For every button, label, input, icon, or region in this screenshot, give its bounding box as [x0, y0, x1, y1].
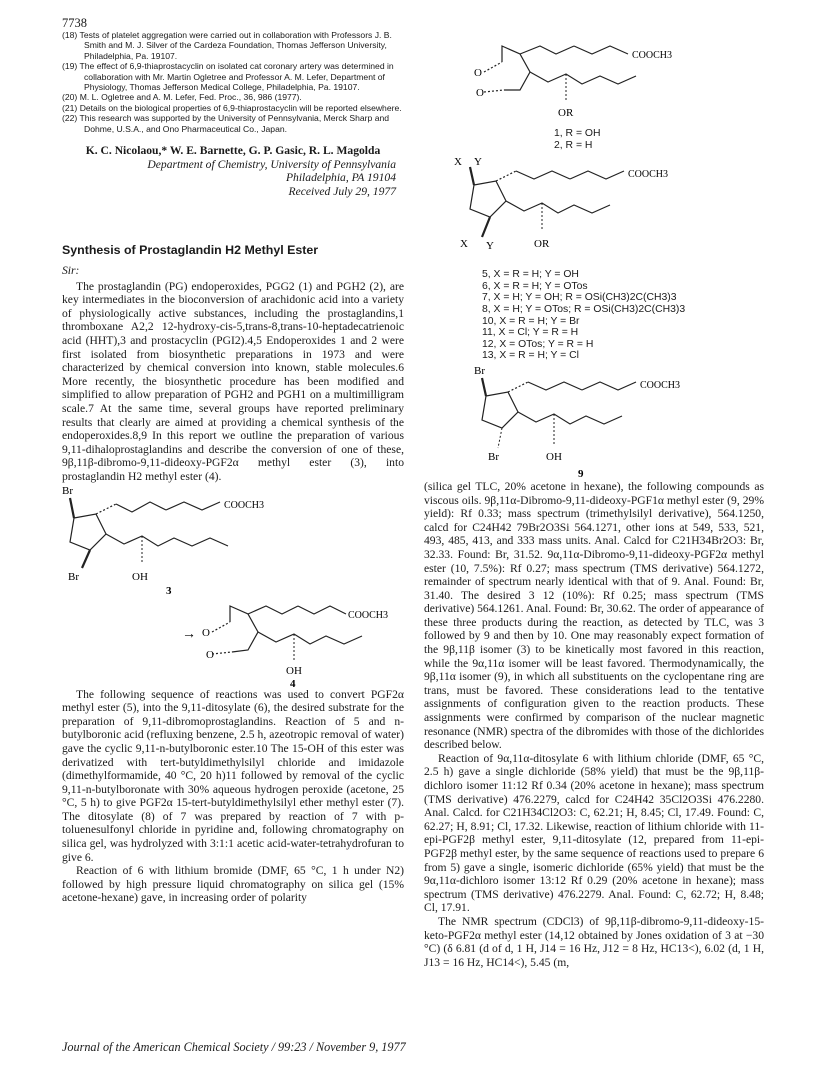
svg-text:Br: Br	[68, 570, 79, 583]
compound-label: 2, R = H	[554, 139, 593, 151]
svg-text:COOCH3: COOCH3	[632, 50, 673, 61]
author-list: K. C. Nicolaou,* W. E. Barnette, G. P. Gasic, R. L. Magolda	[85, 144, 381, 158]
nmr-paragraph: The NMR spectrum (CDCl3) of 9β,11β-dibromo-9,11-dideoxy-15-keto-PGF2α methyl ester (14,12 obtained by Jones oxidation of 3 at −30 °C) (δ 6.81 (d of d, 1 H, J14 = 16 Hz, J12 = 8 Hz, HC13<), 6.02 (d, 1 H, J13 = 16 Hz, HC14<), 5.45 (m,	[424, 914, 764, 969]
affiliation-city: Philadelphia, PA 19104	[285, 171, 396, 185]
svg-text:Y: Y	[474, 156, 482, 169]
reaction-paragraph: Reaction of 6 with lithium bromide (DMF, 65 °C, 1 h under N2) followed by high pressure liquid chromatography on silica gel (15% acetone-hexane) gave, in increasing order of polarity	[62, 864, 404, 905]
chloride-paragraph: Reaction of 9α,11α-ditosylate 6 with lithium chloride (DMF, 65 °C, 2.5 h) gave a single dichloride (58% yield) that must be the 9β,11β-dichloro isomer 11:12 Rf 0.34 (20% acetone in hexane); mass spectrum (TMS derivative) 476.2279, calcd for C24H42 35Cl2O3Si 476.2280. Anal. Calcd. for C21H34Cl2O3: C, 62.21; H, 8.45; Cl, 17.49. Found: C, 62.27; H, 8.91; Cl, 17.32. Likewise, reaction of lithium chloride with 11-epi-PGF2β methyl ester, 9,11-ditosylate (12, prepared from 11-epi-PGF2β methyl ester, by the same sequence of reactions used to prepare 6 from 5) gave a single, isomeric dichloride (65% yield) that must be the 9α,11α-dichloro isomer 13:12 Rf 0.29 (20% acetone in hexane); mass spectrum (TMS derivative) 476.2279. Anal. Found: C, 62.72; H, 8.48; Cl, 17.91.	[424, 751, 764, 915]
page-number: 7738	[62, 16, 87, 30]
compound-label: 7, X = H; Y = OH; R = OSi(CH3)2C(CH3)3	[482, 292, 677, 304]
structure-3	[62, 484, 404, 596]
compound-label: 1, R = OH	[554, 128, 601, 139]
compound-label: 11, X = Cl; Y = R = H	[482, 327, 579, 339]
svg-text:Br: Br	[62, 484, 73, 497]
svg-text:Br: Br	[488, 450, 499, 463]
reference-list	[62, 30, 404, 134]
compound-1-2-labels	[424, 128, 764, 151]
svg-text:COOCH3: COOCH3	[224, 499, 265, 511]
svg-text:X: X	[460, 238, 468, 251]
svg-text:COOCH3: COOCH3	[348, 609, 389, 621]
svg-text:COOCH3: COOCH3	[640, 379, 681, 391]
reference-item: (21) Details on the biological properties of 6,9-thiaprostacyclin will be reported elsewhere.	[62, 102, 402, 113]
svg-text:O: O	[474, 67, 482, 79]
salutation: Sir:	[62, 264, 80, 278]
reference-item: (18) Tests of platelet aggregation were carried out in collaboration with Professors J. B. Smith and M. J. Silver of the Cardeza Foundation, Thomas Jefferson University, Philadelphia, Pa. 19107.	[62, 30, 392, 61]
svg-text:3: 3	[166, 584, 172, 596]
svg-text:O: O	[202, 626, 210, 639]
right-column	[424, 28, 764, 969]
reference-item: (22) This research was supported by the University of Pennsylvania, Merck Sharp and Dohme, U.S.A., and Ono Pharmaceutical Co., Japan.	[62, 113, 390, 134]
compound-label: 6, X = R = H; Y = OTos	[482, 280, 588, 292]
svg-text:COOCH3: COOCH3	[628, 169, 669, 181]
compound-label: 12, X = OTos; Y = R = H	[482, 338, 594, 350]
structure-4	[62, 596, 404, 688]
reaction-continued-paragraph: (silica gel TLC, 20% acetone in hexane), the following compounds as viscous oils. 9β,11α-Dibromo-9,11-dideoxy-PGF1α methyl ester (9, 29% yield): Rf 0.33; mass spectrum (trimethylsilyl derivative), 564.1250, calcd for C24H42 79Br2O3Si 564.1271, other ions at 549, 533, 521, 493, 485, 413, and 333 mass units. Anal. Calcd for C21H34Br2O3: Br, 32.33. Found: Br, 31.52. 9α,11α-Dibromo-9,11-dideoxy-PGF2α methyl ester (10, 7.5%): Rf 0.27; mass spectrum (TMS derivative) 564.1272, remainder of spectrum nearly identical with that of 9. Anal. Found: Br, 31.40. The desired 3 12 (10%): Rf 0.25; mass spectrum (TMS derivative) 564.1261. Anal. Found: Br, 30.62. The order of appearance of these three products during the reaction, as detected by TLC, was 3 followed by 9 and then by 10. One may reasonably expect formation of the 9β,11β isomer (3) to be kinetically most favored in this reaction, while the 9α,11α isomer will be least favored. Thermodynamically, the 9β,11α isomer (9), in which all substituents on the cyclopentane ring are trans, must be favored. These considerations lead to the tentative assignments of configuration given to the reaction products. These assignments were confirmed by comparison of the nuclear magnetic resonance (NMR) spectra of the dibromides with those of the dichlorides described below.	[424, 479, 764, 752]
compound-label: 5, X = R = H; Y = OH	[482, 269, 579, 281]
svg-text:Y: Y	[486, 240, 494, 253]
svg-text:O: O	[476, 87, 484, 99]
compound-label: 8, X = H; Y = OTos; R = OSi(CH3)2C(CH3)3	[482, 303, 686, 315]
intro-paragraph: The prostaglandin (PG) endoperoxides, PGG2 (1) and PGH2 (2), are key intermediates in the bioconversion of arachidonic acid into a variety of physiologically active substances, including the prostaglandins,1 thromboxane A2,2 12-hydroxy-cis-5,trans-8,trans-10-heptadecatrienoic acid (HHT),3 and prostacyclin (PGI2).4,5 Endoperoxides 1 and 2 were first isolated from biosynthetic preparations in 1973 and were characterized by chemical conversion into known, stable molecules.6 More recently, the biosynthetic procedure has been modified and simplified to allow preparation of PGH2 and PGH1 on a multimilligram scale.7 At the same time, several groups have reported preliminary results that clearly are aimed at providing a chemical synthesis of the endoperoxides.8,9 In this report we outline the preparation of various 9,11-dihaloprostaglandins and describe the conversion of one of these, 9β,11β-dibromo-9,11-dideoxy-PGF2α methyl ester (3), into prostaglandin H2 methyl ester (4).	[62, 279, 404, 483]
svg-text:4: 4	[290, 677, 296, 688]
structure-9	[424, 362, 764, 480]
sequence-paragraph: The following sequence of reactions was used to convert PGF2α methyl ester (5), into the 9,11-ditosylate (6), the desired substrate for the preparation of 9,11-dibromoprostaglandins. Reaction of 5 and n-butylboronic acid (refluxing benzene, 2.5 h, azeotropic removal of water) gave the cyclic 9,11-n-butylboronic ester.10 The 15-OH of this ester was derivatized with tert-butyldimethylsilyl chloride and imidazole (dimethylformamide, 40 °C, 20 h)11 followed by removal of the cyclic 9,11-n-butylboronate with 30% aqueous hydrogen peroxide (acetone, 25 °C, 5 h) to give PGF2α 15-tert-butyldimethylsilyl ether methyl ester (7). The ditosylate (8) of 7 was prepared by reaction of 7 with p-toluenesulfonyl chloride in pyridine and, following chromatography on silica gel, was hydrolyzed with 3:1:1 acetic acid-water-tetrahydrofuran to give 6.	[62, 687, 404, 864]
svg-text:Br: Br	[474, 364, 485, 377]
svg-text:O: O	[206, 648, 214, 661]
compound-list	[424, 269, 764, 362]
reference-item: (19) The effect of 6,9-thiaprostacyclin on isolated cat coronary artery was determined in collaboration with Mr. Martin Ogletree and Professor A. M. Lefer, Department of Physiology, Thomas Jefferson Medical College, Philadelphia, Pa. 19107.	[62, 61, 394, 93]
svg-text:OH: OH	[286, 664, 302, 677]
svg-text:9: 9	[578, 467, 584, 480]
reference-item: (20) M. L. Ogletree and A. M. Lefer, Fed. Proc., 36, 986 (1977).	[62, 92, 302, 103]
compound-label: 13, X = R = H; Y = Cl	[482, 350, 579, 362]
structure-5-13	[424, 151, 764, 269]
svg-text:OR: OR	[534, 238, 550, 251]
svg-text:OH: OH	[546, 450, 562, 463]
compound-label: 10, X = R = H; Y = Br	[482, 315, 580, 327]
structure-1-2	[424, 28, 764, 128]
svg-text:OH: OH	[132, 570, 148, 583]
article-title: Synthesis of Prostaglandin H2 Methyl Ester	[62, 243, 319, 258]
svg-text:X: X	[454, 156, 462, 169]
received-date: Received July 29, 1977	[288, 184, 396, 198]
svg-text:OR: OR	[558, 107, 574, 119]
svg-text:→: →	[182, 626, 196, 642]
affiliation-line: Department of Chemistry, University of Pennsylvania	[147, 157, 396, 171]
left-column	[62, 28, 404, 905]
journal-footer: Journal of the American Chemical Society / 99:23 / November 9, 1977	[62, 1040, 406, 1054]
